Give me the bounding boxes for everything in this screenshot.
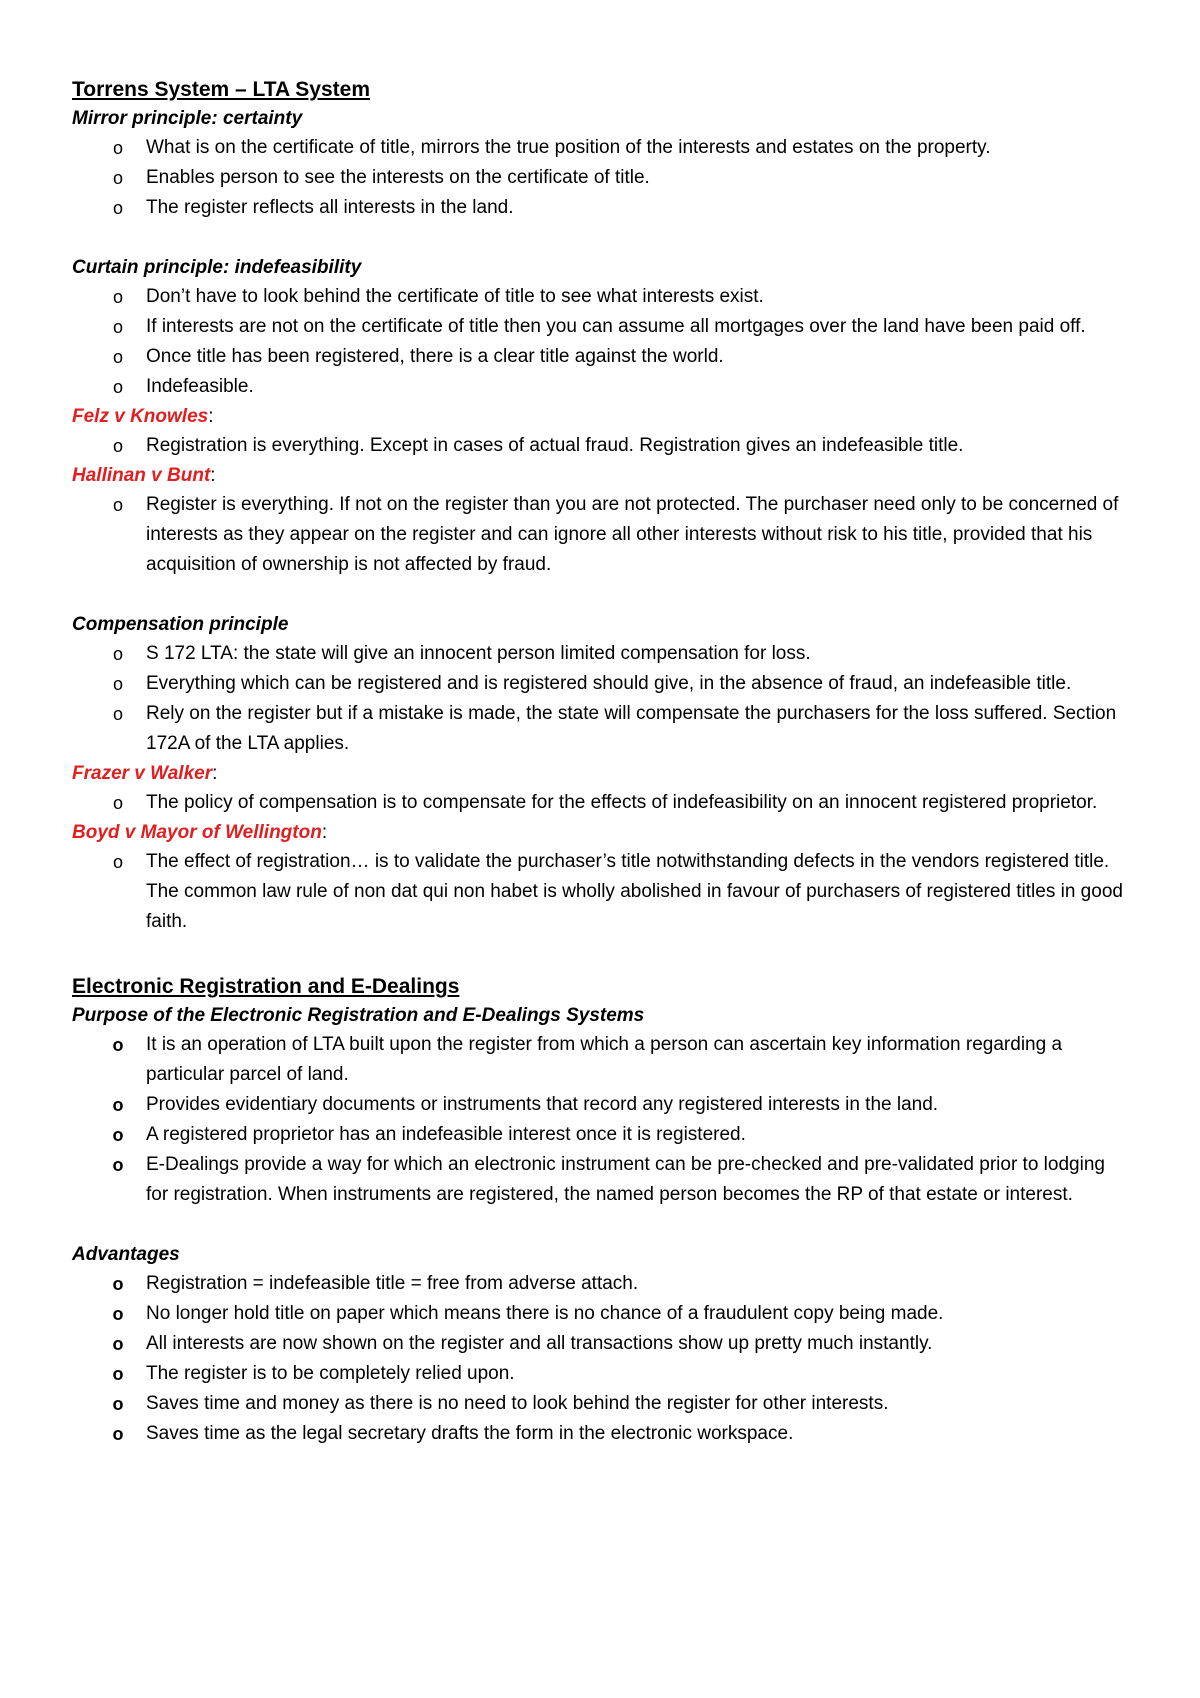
list-item: o Saves time and money as there is no need to look behind the register for other interests. <box>72 1389 1132 1419</box>
list-item: o Saves time as the legal secretary drafts the form in the electronic workspace. <box>72 1419 1132 1449</box>
list-item: o If interests are not on the certificate of title then you can assume all mortgages over the land have been paid off. <box>72 312 1132 342</box>
list-item: o The register is to be completely relied upon. <box>72 1359 1132 1389</box>
bullet-icon: o <box>112 1424 124 1444</box>
bullet-icon: o <box>112 852 123 872</box>
list-item: o S 172 LTA: the state will give an innocent person limited compensation for loss. <box>72 639 1132 669</box>
bullet-icon: o <box>112 436 123 456</box>
spacer <box>72 580 1132 610</box>
spacer <box>72 937 1132 973</box>
compensation-principle-list <box>72 639 1132 759</box>
section-heading-torrens: Torrens System – LTA System <box>72 78 370 101</box>
bullet-icon: o <box>112 1364 124 1384</box>
case-name-hallinan-v-bunt: Hallinan v Bunt: <box>72 465 216 486</box>
bullet-icon: o <box>112 674 123 694</box>
list-item: o Registration = indefeasible title = free from adverse attach. <box>72 1269 1132 1299</box>
list-item: o What is on the certificate of title, mirrors the true position of the interests and estates on the property. <box>72 133 1132 163</box>
case-notes-list <box>72 847 1132 937</box>
list-item: o Once title has been registered, there is a clear title against the world. <box>72 342 1132 372</box>
list-item: o Provides evidentiary documents or instruments that record any registered interests in the land. <box>72 1090 1132 1120</box>
list-item: o Enables person to see the interests on the certificate of title. <box>72 163 1132 193</box>
list-item: o The register reflects all interests in the land. <box>72 193 1132 223</box>
bullet-icon: o <box>112 704 123 724</box>
bullet-icon: o <box>112 1125 124 1145</box>
bullet-icon: o <box>112 138 123 158</box>
bullet-icon: o <box>112 1304 124 1324</box>
list-item: o The policy of compensation is to compensate for the effects of indefeasibility on an innocent registered proprietor. <box>72 788 1132 818</box>
bullet-icon: o <box>112 347 123 367</box>
bullet-icon: o <box>112 644 123 664</box>
bullet-icon: o <box>112 377 123 397</box>
case-notes-list <box>72 788 1132 818</box>
mirror-principle-heading: Mirror principle: certainty <box>72 108 303 129</box>
bullet-icon: o <box>112 317 123 337</box>
list-item: o Registration is everything. Except in cases of actual fraud. Registration gives an indefeasible title. <box>72 431 1132 461</box>
advantages-list <box>72 1269 1132 1449</box>
case-name-frazer-v-walker: Frazer v Walker: <box>72 763 218 784</box>
mirror-principle-list <box>72 133 1132 223</box>
case-notes-list <box>72 431 1132 461</box>
spacer <box>72 1210 1132 1240</box>
list-item: o It is an operation of LTA built upon the register from which a person can ascertain key information regarding a particular parcel of land. <box>72 1030 1132 1090</box>
curtain-principle-list <box>72 282 1132 402</box>
bullet-icon: o <box>112 198 123 218</box>
purpose-list <box>72 1030 1132 1210</box>
list-item: o All interests are now shown on the register and all transactions show up pretty much instantly. <box>72 1329 1132 1359</box>
spacer <box>72 223 1132 253</box>
list-item: o Indefeasible. <box>72 372 1132 402</box>
bullet-icon: o <box>112 168 123 188</box>
bullet-icon: o <box>112 1394 124 1414</box>
list-item: o Everything which can be registered and is registered should give, in the absence of fraud, an indefeasible title. <box>72 669 1132 699</box>
case-name-felz-v-knowles: Felz v Knowles: <box>72 406 214 427</box>
list-item: o A registered proprietor has an indefeasible interest once it is registered. <box>72 1120 1132 1150</box>
list-item: o Register is everything. If not on the register than you are not protected. The purchaser need only to be concerned of interests as they appear on the register and can ignore all other interests without risk to his title, provided that his acquisition of ownership is not affected by fraud. <box>72 490 1132 580</box>
list-item: o No longer hold title on paper which means there is no chance of a fraudulent copy being made. <box>72 1299 1132 1329</box>
bullet-icon: o <box>112 1035 124 1055</box>
bullet-icon: o <box>112 1095 124 1115</box>
bullet-icon: o <box>112 287 123 307</box>
bullet-icon: o <box>112 495 123 515</box>
list-item: o Rely on the register but if a mistake is made, the state will compensate the purchasers for the loss suffered. Section 172A of the LTA applies. <box>72 699 1132 759</box>
advantages-heading: Advantages <box>72 1244 180 1265</box>
purpose-heading: Purpose of the Electronic Registration and E-Dealings Systems <box>72 1005 645 1026</box>
list-item: o The effect of registration… is to validate the purchaser’s title notwithstanding defects in the vendors registered title. The common law rule of non dat qui non habet is wholly abolished in favour of purchasers of registered titles in good faith. <box>72 847 1132 937</box>
bullet-icon: o <box>112 1155 124 1175</box>
list-item: o E-Dealings provide a way for which an electronic instrument can be pre-checked and pre-validated prior to lodging for registration. When instruments are registered, the named person becomes the RP of that estate or interest. <box>72 1150 1132 1210</box>
bullet-icon: o <box>112 1274 124 1294</box>
bullet-icon: o <box>112 1334 124 1354</box>
compensation-principle-heading: Compensation principle <box>72 614 289 635</box>
bullet-icon: o <box>112 793 123 813</box>
case-notes-list <box>72 490 1132 580</box>
list-item: o Don’t have to look behind the certificate of title to see what interests exist. <box>72 282 1132 312</box>
case-name-boyd-v-mayor-of-wellington: Boyd v Mayor of Wellington: <box>72 822 328 843</box>
curtain-principle-heading: Curtain principle: indefeasibility <box>72 257 362 278</box>
section-heading-electronic: Electronic Registration and E-Dealings <box>72 975 460 998</box>
document-page <box>72 76 1132 1449</box>
